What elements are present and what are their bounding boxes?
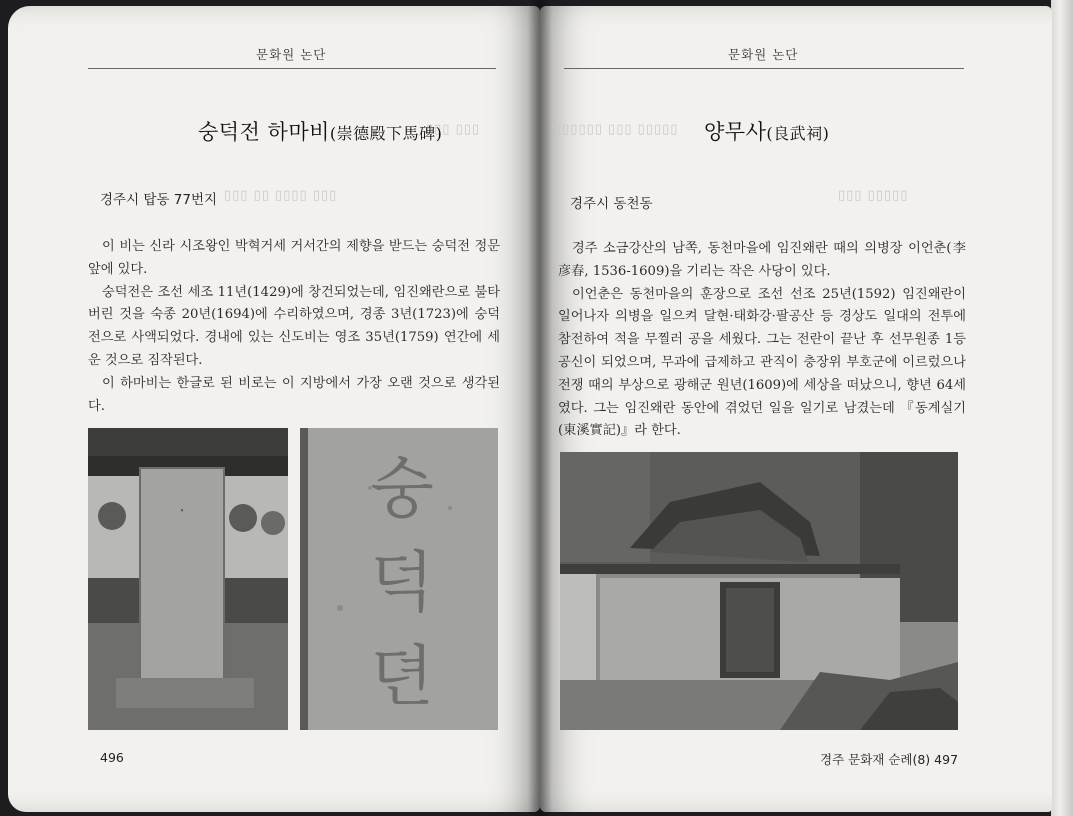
bleed-through-text: ▯▯▯▯▯▯ ▯▯▯ ▯▯▯▯▯ bbox=[554, 122, 679, 137]
paragraph: 경주 소금강산의 남쪽, 동천마을에 임진왜란 때의 의병장 이언춘(李彦春, 1536-1609)을 기리는 작은 사당이 있다. bbox=[558, 241, 966, 279]
page-block-edge bbox=[1051, 0, 1073, 816]
header-rule bbox=[88, 68, 496, 69]
shrine-photo bbox=[560, 452, 958, 730]
bleed-through-text: ▯▯▯ ▯▯▯▯▯ bbox=[838, 188, 909, 203]
page-title bbox=[704, 116, 829, 146]
footer-label: 경주 문화재 순례(8) bbox=[820, 752, 931, 767]
left-page bbox=[8, 6, 540, 812]
carved-inscription: 숭덕뎐 bbox=[370, 450, 434, 715]
running-head: 문화원 논단 bbox=[728, 47, 799, 62]
bleed-through-text: ▯▯▯ ▯▯ ▯▯▯▯ ▯▯▯ bbox=[224, 188, 338, 203]
stele-photo bbox=[88, 428, 288, 730]
location-text: 경주시 동천동 bbox=[570, 196, 653, 212]
title-korean: 양무사 bbox=[704, 120, 767, 144]
paragraph: 숭덕전은 조선 세조 11년(1429)에 창건되었는데, 임진왜란으로 불타버린 것을 숙종 20년(1694)에 수리하였으며, 경종 3년(1723)에 숭덕전으로 사액되었다. 경내에 있는 신도비는 영조 35년(1759) 연간에 세운 것으로 짐작된다. bbox=[88, 284, 500, 368]
page-number: 496 bbox=[100, 750, 124, 765]
page-title bbox=[198, 116, 442, 146]
running-head: 문화원 논단 bbox=[256, 47, 327, 62]
bleed-through-text: ▯▯▯ ▯▯▯ bbox=[426, 122, 481, 137]
stele-photo-image bbox=[88, 428, 288, 730]
right-page bbox=[540, 6, 1052, 812]
paragraph: 이 비는 신라 시조왕인 박혁거세 거서간의 제향을 받드는 숭덕전 정문 앞에 있다. bbox=[88, 239, 500, 277]
title-hanja: (崇德殿下馬碑) bbox=[329, 124, 443, 143]
svg-text:᛫: ᛫ bbox=[176, 502, 188, 523]
body-text bbox=[88, 236, 500, 418]
header-rule bbox=[564, 68, 964, 69]
paragraph: 이 하마비는 한글로 된 비로는 이 지방에서 가장 오랜 것으로 생각된다. bbox=[88, 375, 500, 414]
body-text bbox=[558, 238, 966, 443]
page-number: 497 bbox=[934, 752, 959, 767]
title-korean: 숭덕전 하마비 bbox=[198, 120, 330, 144]
shrine-photo-image bbox=[560, 452, 958, 730]
inscription-photo bbox=[300, 428, 498, 730]
title-hanja: (良武祠) bbox=[766, 124, 830, 143]
book-gutter bbox=[528, 0, 552, 816]
paragraph: 이언춘은 동천마을의 훈장으로 조선 선조 25년(1592) 임진왜란이 일어나자 의병을 일으켜 달현·태화강·팔공산 등 경상도 일대의 전투에 참전하여 적을 무찔러 공을 세웠다. 그는 전란이 끝난 후 선무원종 1등공신이 되었으며, 무과에 급제하고 관직이 충장위 부호군에 이르렀으나 전쟁 때의 부상으로 광해군 원년(1609)에 세상을 떠났으니, 향년 64세였다. 그는 임진왜란 동안에 겪었던 일을 일기로 남겼는데 『동계실기(東溪實記)』라 한다. bbox=[558, 286, 966, 439]
location-text: 경주시 탑동 77번지 bbox=[100, 192, 218, 208]
page-footer bbox=[820, 750, 958, 768]
